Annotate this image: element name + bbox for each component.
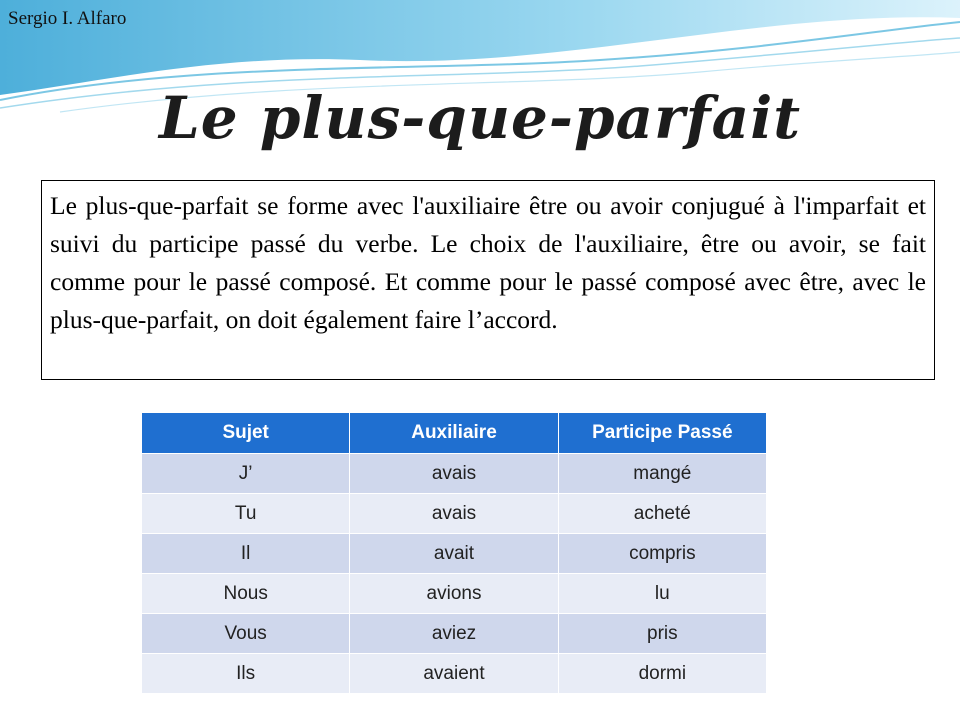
table-row xyxy=(142,454,767,494)
definition-text: Le plus-que-parfait se forme avec l'auxiliaire être ou avoir conjugué à l'imparfait et suivi du participe passé du verbe. Le choix de l'auxiliaire, être ou avoir, se fait comme pour le passé composé. Et comme pour le passé composé avec être, avec le plus-que-parfait, on doit également faire l’accord. xyxy=(41,180,935,380)
cell-auxiliaire: avais xyxy=(350,494,558,534)
cell-sujet: Tu xyxy=(142,494,350,534)
cell-sujet: Ils xyxy=(142,654,350,694)
header-participe: Participe Passé xyxy=(558,413,766,454)
header-sujet: Sujet xyxy=(142,413,350,454)
cell-participe: acheté xyxy=(558,494,766,534)
cell-auxiliaire: avait xyxy=(350,534,558,574)
cell-auxiliaire: avais xyxy=(350,454,558,494)
table-header-row xyxy=(142,413,767,454)
conjugation-table xyxy=(141,412,767,694)
cell-sujet: J’ xyxy=(142,454,350,494)
cell-participe: mangé xyxy=(558,454,766,494)
cell-sujet: Il xyxy=(142,534,350,574)
table-row xyxy=(142,654,767,694)
slide-title: Le plus-que-parfait xyxy=(158,84,802,152)
author-name: Sergio I. Alfaro xyxy=(8,8,127,29)
table-row xyxy=(142,574,767,614)
cell-participe: dormi xyxy=(558,654,766,694)
cell-auxiliaire: avions xyxy=(350,574,558,614)
cell-participe: pris xyxy=(558,614,766,654)
table-row xyxy=(142,534,767,574)
cell-participe: compris xyxy=(558,534,766,574)
table-row xyxy=(142,494,767,534)
table-row xyxy=(142,614,767,654)
cell-participe: lu xyxy=(558,574,766,614)
cell-sujet: Nous xyxy=(142,574,350,614)
header-auxiliaire: Auxiliaire xyxy=(350,413,558,454)
cell-auxiliaire: avaient xyxy=(350,654,558,694)
cell-sujet: Vous xyxy=(142,614,350,654)
cell-auxiliaire: aviez xyxy=(350,614,558,654)
wave-fill xyxy=(0,0,960,95)
